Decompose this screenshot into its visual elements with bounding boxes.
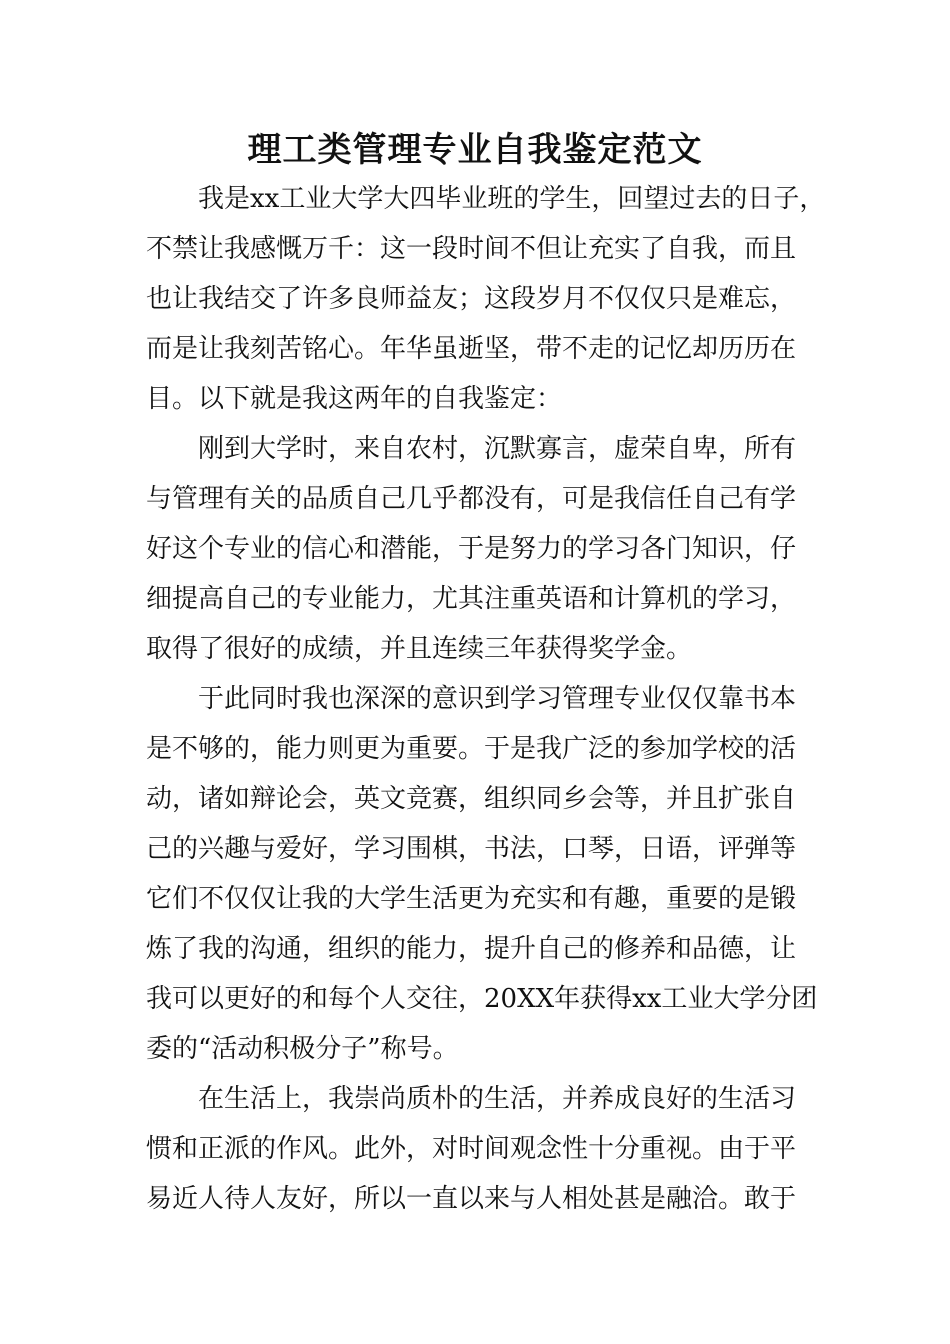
paragraph-line: 它们不仅仅让我的大学生活更为充实和有趣，重要的是锻 (146, 884, 797, 914)
paragraph-line: 惯和正派的作风。此外，对时间观念性十分重视。由于平 (146, 1134, 797, 1164)
document-body (146, 174, 826, 1224)
paragraph-line: 己的兴趣与爱好，学习围棋，书法，口琴，日语，评弹等 (146, 834, 797, 864)
paragraph-line: 目。以下就是我这两年的自我鉴定： (146, 384, 563, 414)
paragraph-2 (146, 424, 816, 674)
paragraph-line: 委的“活动积极分子”称号。 (146, 1034, 459, 1064)
paragraph-line: 与管理有关的品质自己几乎都没有，可是我信任自己有学 (146, 484, 797, 514)
paragraph-line: 炼了我的沟通，组织的能力，提升自己的修养和品德，让 (146, 934, 797, 964)
paragraph-line: 于此同时我也深深的意识到学习管理专业仅仅靠书本 (198, 684, 797, 714)
paragraph-line: 我是xx工业大学大四毕业班的学生，回望过去的日子， (198, 184, 826, 214)
paragraph-line: 细提高自己的专业能力，尤其注重英语和计算机的学习， (146, 584, 797, 614)
paragraph-4 (146, 1074, 816, 1224)
paragraph-line: 在生活上，我崇尚质朴的生活，并养成良好的生活习 (198, 1084, 797, 1114)
paragraph-line: 也让我结交了许多良师益友；这段岁月不仅仅只是难忘， (146, 284, 797, 314)
document-title: 理工类管理专业自我鉴定范文 (247, 130, 703, 170)
paragraph-line: 不禁让我感慨万千：这一段时间不但让充实了自我，而且 (146, 234, 797, 264)
paragraph-line: 动，诸如辩论会，英文竞赛，组织同乡会等，并且扩张自 (146, 784, 797, 814)
paragraph-line: 我可以更好的和每个人交往，20XX年获得xx工业大学分团 (146, 984, 818, 1014)
paragraph-line: 是不够的，能力则更为重要。于是我广泛的参加学校的活 (146, 734, 797, 764)
paragraph-line: 取得了很好的成绩，并且连续三年获得奖学金。 (146, 634, 693, 664)
paragraph-line: 好这个专业的信心和潜能，于是努力的学习各门知识，仔 (146, 534, 797, 564)
paragraph-3 (146, 674, 816, 1074)
paragraph-line: 易近人待人友好，所以一直以来与人相处甚是融洽。敢于 (146, 1184, 797, 1214)
paragraph-1 (146, 174, 826, 424)
paragraph-line: 刚到大学时，来自农村，沉默寡言，虚荣自卑，所有 (198, 434, 797, 464)
paragraph-line: 而是让我刻苦铭心。年华虽逝坚，带不走的记忆却历历在 (146, 334, 797, 364)
